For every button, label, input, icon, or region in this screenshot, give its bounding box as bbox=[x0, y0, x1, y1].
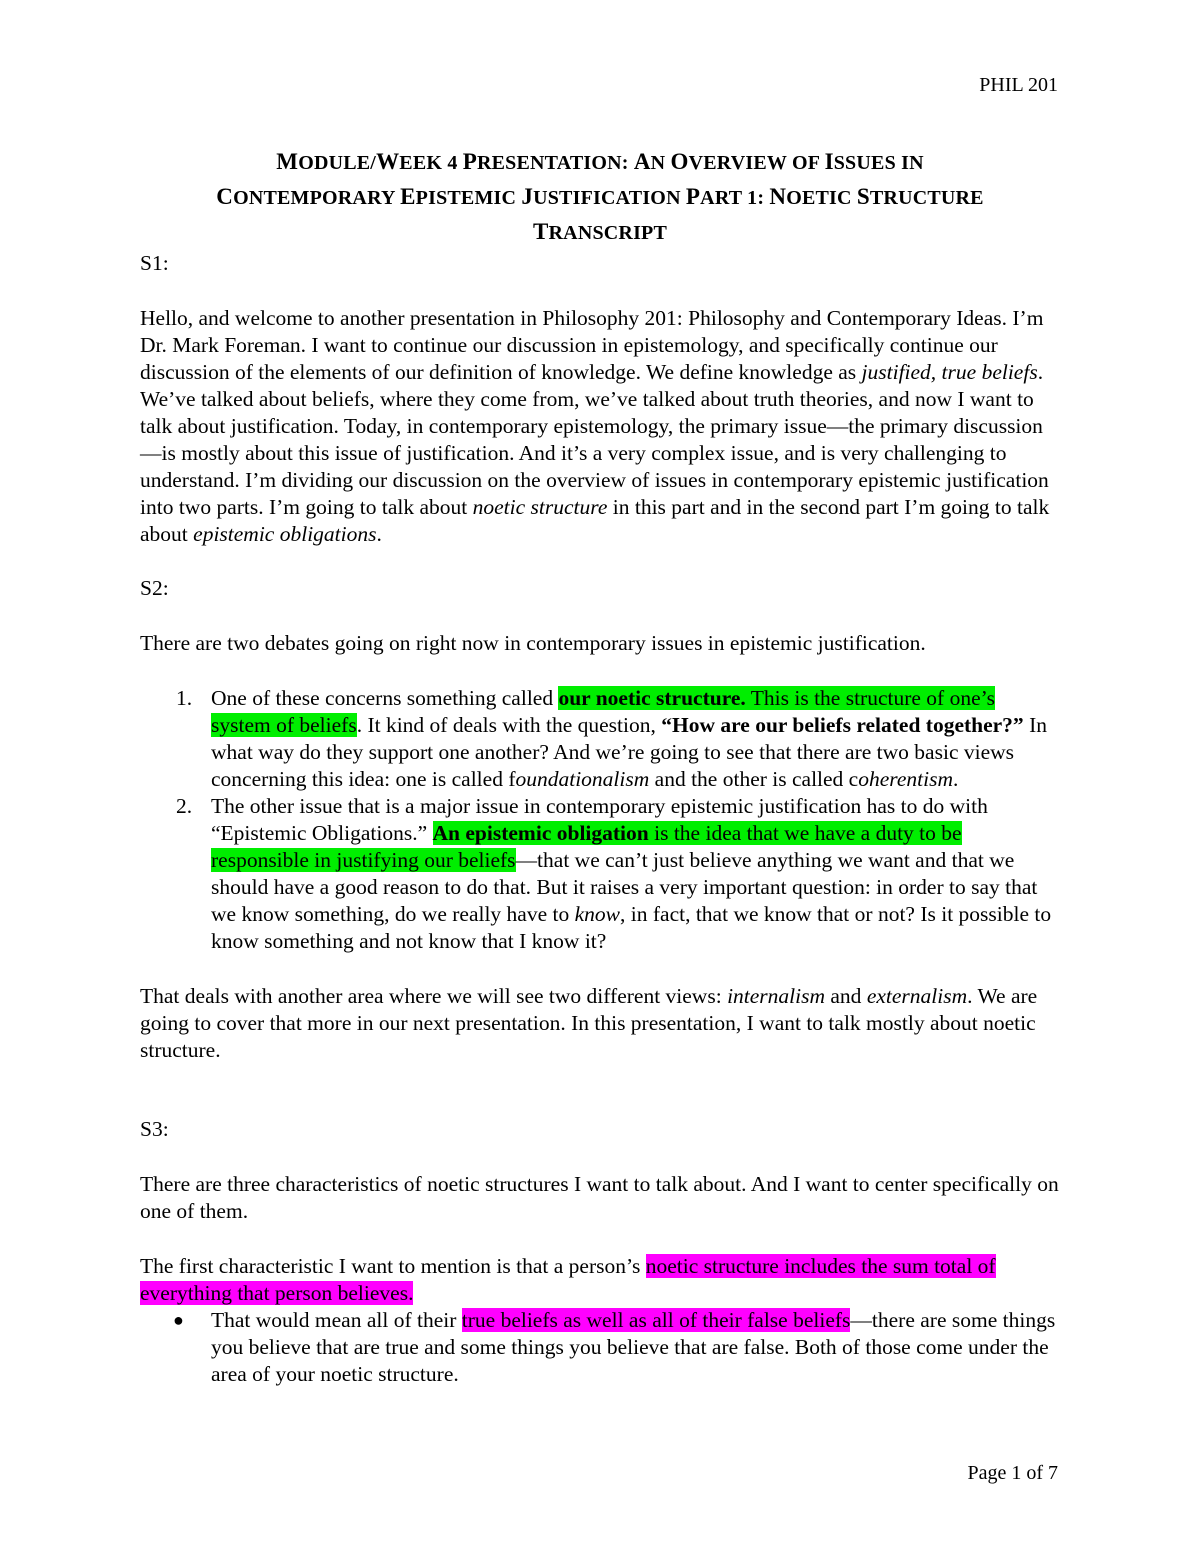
numbered-list bbox=[140, 685, 1060, 955]
paragraph-s2-after: That deals with another area where we will see two different views: internalism and externalism. We are going to cover that more in our next presentation. In this presentation, I want to talk mostly about noetic structure. bbox=[140, 984, 1038, 1062]
list-item: 1. One of these concerns something called our noetic structure. This is the structure of one’s system of beliefs. It kind of deals with the question, “How are our beliefs related together?” In what way do they support one another? And we’re going to see that there are two basic views concerning this idea: one is called foundationalism and the other is called coherentism. bbox=[176, 686, 1047, 791]
title-cap-letter: E bbox=[400, 184, 416, 209]
section-s2 bbox=[140, 575, 1060, 1064]
title-small-caps: ART 1: bbox=[700, 187, 770, 209]
title-cap-letter: J bbox=[521, 184, 534, 209]
title-small-caps: ODULE/ bbox=[298, 152, 377, 174]
title-small-caps: RANSCRIPT bbox=[548, 222, 668, 244]
title-cap-letter: P bbox=[462, 149, 477, 174]
document-title bbox=[140, 145, 1060, 250]
title-cap-letter: I bbox=[824, 149, 834, 174]
title-cap-letter: W bbox=[376, 149, 400, 174]
section-label-s1: S1: bbox=[140, 251, 169, 275]
bullet-item: ● That would mean all of their true beliefs as well as all of their false beliefs—there are some things you believe that are true and some things you believe that are false. Both of those come under the area of your noetic structure. bbox=[173, 1308, 1056, 1386]
course-code: PHIL 201 bbox=[979, 74, 1058, 96]
title-small-caps: OETIC bbox=[786, 187, 857, 209]
title-cap-letter: M bbox=[276, 149, 299, 174]
title-small-caps: VERVIEW OF bbox=[688, 152, 825, 174]
title-line-2 bbox=[140, 180, 1060, 215]
highlight-green: An epistemic obligation is the idea that we have a duty to be responsible in justifying our beliefs bbox=[211, 821, 962, 872]
title-small-caps: TRUCTURE bbox=[869, 187, 984, 209]
title-cap-letter: C bbox=[216, 184, 234, 209]
highlight-magenta: true beliefs as well as all of their false beliefs bbox=[461, 1308, 851, 1332]
section-s1 bbox=[140, 250, 1060, 548]
bullet-dot-icon: ● bbox=[173, 1310, 184, 1330]
section-label-s2: S2: bbox=[140, 576, 169, 600]
page-number: Page 1 of 7 bbox=[967, 1462, 1058, 1484]
title-cap-letter: N bbox=[769, 184, 787, 209]
title-cap-letter: T bbox=[532, 219, 549, 244]
title-small-caps: SSUES IN bbox=[833, 152, 924, 174]
section-s3 bbox=[140, 1116, 1060, 1388]
title-line-1 bbox=[140, 145, 1060, 180]
title-line-3 bbox=[140, 215, 1060, 250]
title-small-caps: N bbox=[650, 152, 671, 174]
paragraph-s2-intro: There are two debates going on right now in contemporary issues in epistemic justification. bbox=[140, 631, 926, 655]
title-cap-letter: P bbox=[685, 184, 701, 209]
title-small-caps: USTIFICATION bbox=[533, 187, 686, 209]
title-cap-letter: A bbox=[633, 149, 651, 174]
title-small-caps: ONTEMPORARY bbox=[233, 187, 401, 209]
list-item: 2. The other issue that is a major issue in contemporary epistemic justification has to do with “Epistemic Obligations.” An epistemic obligation is the idea that we have a duty to be responsible in justifying our beliefs—that we can’t just believe anything we want and that we should have a good reason to do that. But it raises a very important question: in order to say that we know something, do we really have to know, in fact, that we know that or not? Is it possible to know something and not know that I know it? bbox=[176, 794, 1052, 953]
title-cap-letter: S bbox=[856, 184, 870, 209]
paragraph-s1-intro: Hello, and welcome to another presentation in Philosophy 201: Philosophy and Contemporary Ideas. I’m Dr. Mark Foreman. I want to continue our discussion in epistemology, and specifically continue our discussion of the elements of our definition of knowledge. We define knowledge as justified, true beliefs. We’ve talked about beliefs, where they come from, we’ve talked about truth theories, and now I want to talk about justification. Today, in contemporary epistemology, the primary issue—the primary discussion—is mostly about this issue of justification. And it’s a very complex issue, and is very challenging to understand. I’m dividing our discussion on the overview of issues in contemporary epistemic justification into two parts. I’m going to talk about noetic structure in this part and in the second part I’m going to talk about epistemic obligations. bbox=[140, 306, 1050, 546]
highlight-magenta: noetic structure includes the sum total of everything that person believes. bbox=[140, 1254, 996, 1305]
title-cap-letter: O bbox=[670, 149, 689, 174]
title-small-caps: EEK 4 bbox=[399, 152, 463, 174]
title-small-caps: RESENTATION: bbox=[476, 152, 634, 174]
paragraph-s3-first-characteristic: The first characteristic I want to mention is that a person’s noetic structure includes the sum total of everything that person believes. bbox=[140, 1254, 996, 1305]
highlight-green: our noetic structure. This is the structure of one’s system of beliefs bbox=[211, 686, 995, 737]
section-label-s3: S3: bbox=[140, 1117, 169, 1141]
title-small-caps: PISTEMIC bbox=[415, 187, 522, 209]
paragraph-s3-intro: There are three characteristics of noetic structures I want to talk about. And I want to center specifically on one of them. bbox=[140, 1172, 1059, 1223]
